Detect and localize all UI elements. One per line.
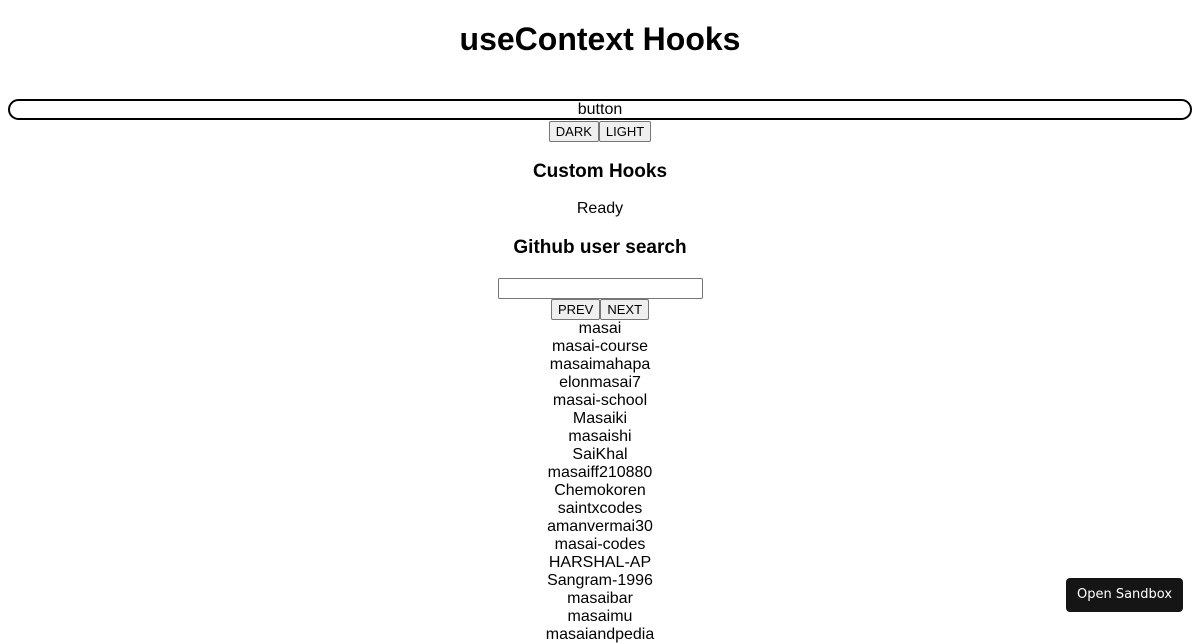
list-item: Sangram-1996 (547, 572, 653, 589)
wide-button[interactable]: button (8, 99, 1192, 120)
next-button[interactable]: NEXT (600, 299, 649, 320)
list-item: masaiandpedia (545, 626, 655, 643)
list-item: masaimu (567, 608, 633, 625)
open-sandbox-button[interactable]: Open Sandbox (1066, 578, 1183, 612)
list-item: masaishi (568, 428, 632, 445)
search-input[interactable] (498, 278, 703, 299)
list-item: HARSHAL-AP (548, 554, 652, 571)
pagination-row (0, 299, 1200, 320)
github-search-heading: Github user search (513, 237, 687, 258)
list-item: Masaiki (572, 410, 628, 427)
page-title: useContext Hooks (459, 21, 741, 57)
list-item: SaiKhal (572, 446, 628, 463)
list-item: masai-school (552, 392, 648, 409)
list-item: masaiff210880 (547, 464, 653, 481)
list-item: saintxcodes (557, 500, 643, 517)
list-item: masaibar (567, 590, 633, 607)
custom-hooks-heading: Custom Hooks (532, 161, 668, 182)
list-item: Chemokoren (554, 482, 646, 499)
user-list (0, 320, 1200, 644)
dark-theme-button[interactable]: DARK (549, 121, 599, 142)
list-item: elonmasai7 (559, 374, 641, 391)
list-item: masai-course (551, 338, 649, 355)
status-text: Ready (576, 200, 624, 217)
light-theme-button[interactable]: LIGHT (599, 121, 651, 142)
list-item: masaimahapa (549, 356, 651, 373)
list-item: masai-codes (554, 536, 646, 553)
prev-button[interactable]: PREV (551, 299, 600, 320)
list-item: amanvermai30 (547, 518, 653, 535)
list-item: masai (578, 320, 622, 337)
theme-button-row (0, 121, 1200, 142)
